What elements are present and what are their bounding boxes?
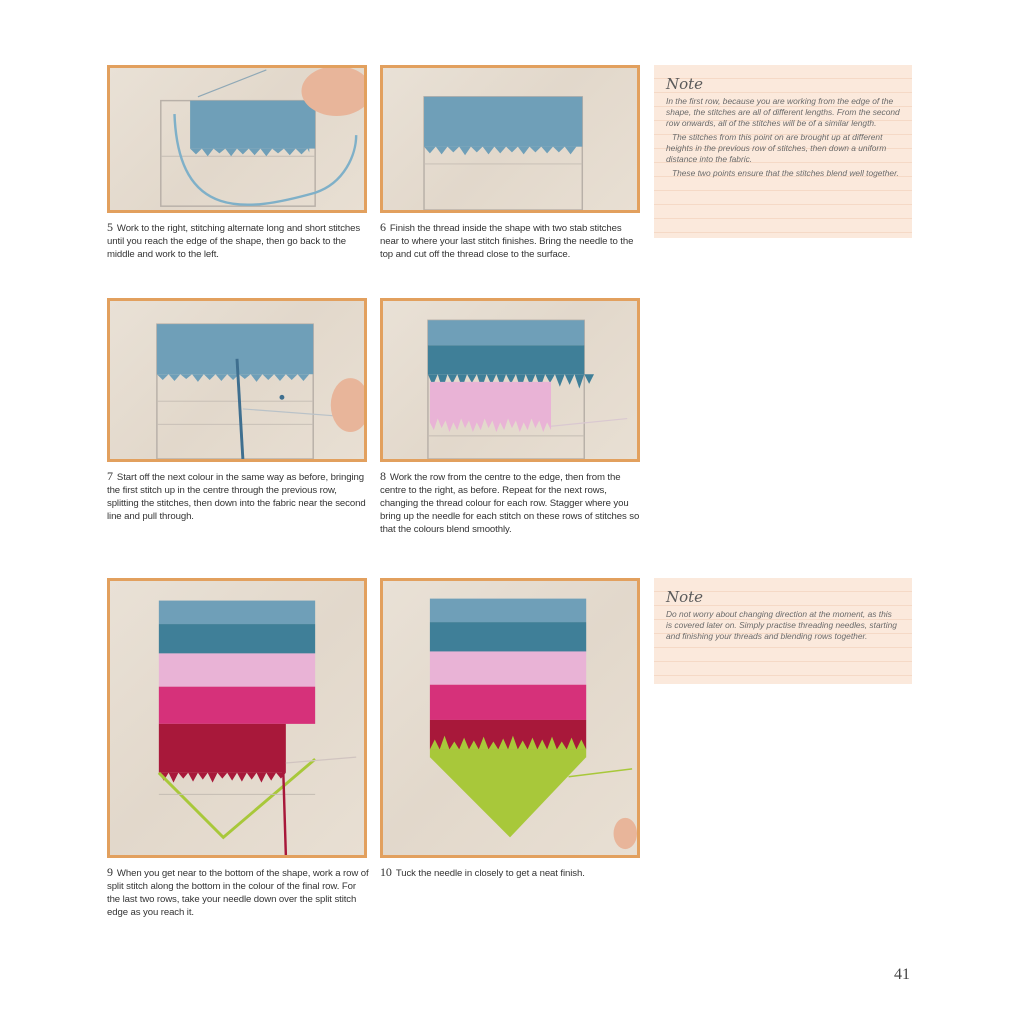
step-5-caption — [107, 221, 369, 261]
step-9-caption — [107, 866, 369, 919]
step-6-photo — [380, 65, 640, 213]
step-number: 7 — [107, 469, 113, 483]
step-number: 5 — [107, 220, 113, 234]
step-text: Start off the next colour in the same way as before, bringing the first stitch up in the centre through the previous row, splitting the stitches, then down into the fabric near the second line and pull through. — [107, 472, 366, 522]
step-10-caption — [380, 866, 642, 880]
note-title: Note — [666, 588, 704, 606]
step-text: Tuck the needle in closely to get a neat finish. — [395, 868, 585, 879]
note-title: Note — [666, 75, 704, 93]
step-number: 6 — [380, 220, 386, 234]
note-paragraph: The stitches from this point on are brought up at different heights in the previous row of stitches, then down a uniform distance into the fabric. — [666, 132, 887, 164]
step-7-caption — [107, 470, 369, 523]
step-text: When you get near to the bottom of the shape, work a row of split stitch along the bottom in the colour of the final row. For the last two rows, take your needle down over the split stitch edge as you reach it. — [107, 868, 369, 918]
page-number: 41 — [894, 966, 910, 983]
note-box-2 — [654, 578, 912, 684]
step-number: 10 — [380, 865, 392, 879]
note-paragraph: Do not worry about changing direction at the moment, as this is covered later on. Simply practise threading needles, starting and finishing your threads and blending rows together. — [666, 609, 897, 641]
note-paragraph: In the first row, because you are working from the edge of the shape, the stitches are all of different lengths. From the second row onwards, all of the stitches will be of a similar length. — [666, 96, 900, 128]
step-8-photo — [380, 298, 640, 462]
step-text: Work the row from the centre to the edge, then from the centre to the right, as before. Repeat for the next rows, changing the thread colour for each row. Stagger where you bring up the needle for each stitch on these rows of stitches so that the colours blend smoothly. — [380, 472, 640, 535]
note-paragraph: These two points ensure that the stitches blend well together. — [672, 168, 899, 178]
step-6-caption — [380, 221, 642, 261]
step-9-photo — [107, 578, 367, 858]
step-number: 9 — [107, 865, 113, 879]
step-number: 8 — [380, 469, 386, 483]
step-text: Finish the thread inside the shape with two stab stitches near to where your last stitch finishes. Bring the needle to the top and cut off the thread close to the surface. — [380, 223, 634, 260]
step-text: Work to the right, stitching alternate long and short stitches until you reach the edge of the shape, then go back to the middle and work to the left. — [107, 223, 361, 260]
note-box-1 — [654, 65, 912, 238]
step-5-photo — [107, 65, 367, 213]
step-10-photo — [380, 578, 640, 858]
step-8-caption — [380, 470, 642, 536]
step-7-photo — [107, 298, 367, 462]
